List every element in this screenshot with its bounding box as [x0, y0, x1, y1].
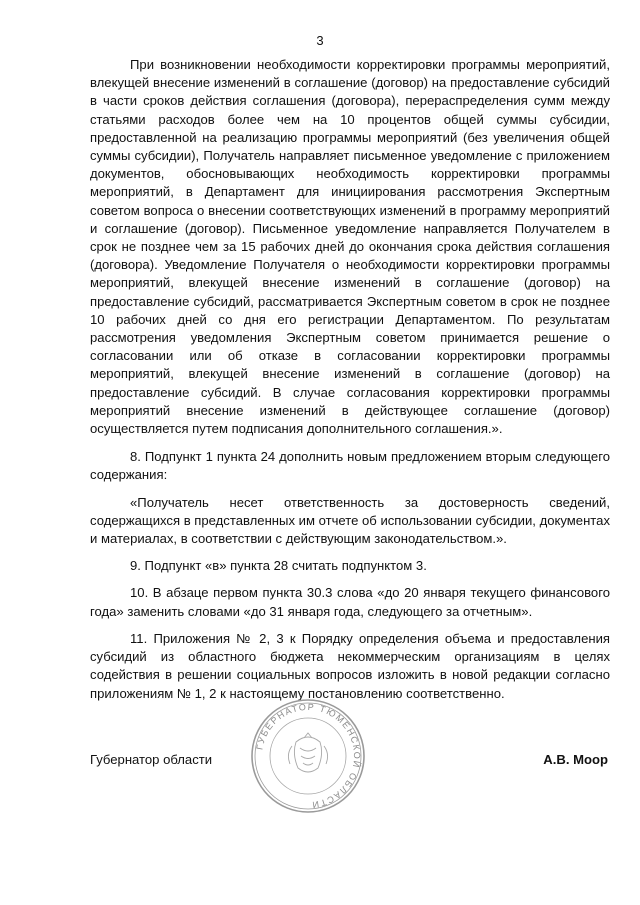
official-seal — [248, 696, 368, 816]
paragraph-item-11: 11. Приложения № 2, 3 к Порядку определения объема и предоставления субсидий из областного бюджета некоммерческим организациям в целях содействия в решении социальных вопросов изложить в новой редакции согласно приложениям № 1, 2 к настоящему постановлению соответственно. — [90, 630, 610, 701]
page-number: 3 — [316, 33, 324, 48]
document-body — [90, 56, 610, 703]
paragraph-quote-responsibility: «Получатель несет ответственность за достоверность сведений, содержащихся в представленных им отчете об использовании субсидии, документах и материалах, в соответствии с действующим законодательством.». — [90, 494, 610, 547]
paragraph-item-9: 9. Подпункт «в» пункта 28 считать подпунктом 3. — [130, 558, 427, 574]
paragraph-correction-procedure: При возникновении необходимости корректировки программы мероприятий, влекущей внесение изменений в соглашение (договор) на предоставление субсидий в части сроков действия соглашения (договора), перераспределения сумм между статьями расходов более чем на 10 процентов общей суммы субсидии, предоставленной на реализацию программы мероприятий (без увеличения общей суммы субсидии), Получатель направляет письменное уведомление с приложением документов, обосновывающих необходимость корректировки программы мероприятий, в Департамент для инициирования рассмотрения Экспертным советом вопроса о внесении соответствующих изменений в программу мероприятий и соглашение (договор). Письменное уведомление направляется Получателем в срок не позднее чем за 15 рабочих дней до окончания срока действия соглашения (договора). Уведомление Получателя о необходимости корректировки программы мероприятий, влекущей внесение изменений в соглашение (договор) на предоставление субсидий, рассматривается Экспертным советом в срок не позднее 10 рабочих дней со дня его регистрации Департаментом. По результатам рассмотрения уведомления Экспертным советом принимается решение о согласовании или об отказе в согласовании корректировки программы мероприятий, влекущей внесение изменений в соглашение (договор) на предоставление субсидий. В случае согласования корректировки программы мероприятий внесение изменений в действующее соглашение (договор) осуществляется путем подписания дополнительного соглашения.». — [90, 57, 610, 437]
paragraph-item-10: 10. В абзаце первом пункта 30.3 слова «до 20 января текущего финансового года» заменить словами «до 31 января года, следующего за отчетным». — [90, 585, 610, 619]
paragraph-item-8: 8. Подпункт 1 пункта 24 дополнить новым предложением вторым следующего содержания: — [90, 449, 610, 483]
signatory-name: А.В. Моор — [543, 752, 608, 767]
seal-ring-text: ГУБЕРНАТОР ТЮМЕНСКОЙ ОБЛАСТИ — [254, 701, 363, 811]
coat-of-arms-icon — [288, 733, 327, 772]
signatory-title: Губернатор области — [90, 752, 213, 767]
